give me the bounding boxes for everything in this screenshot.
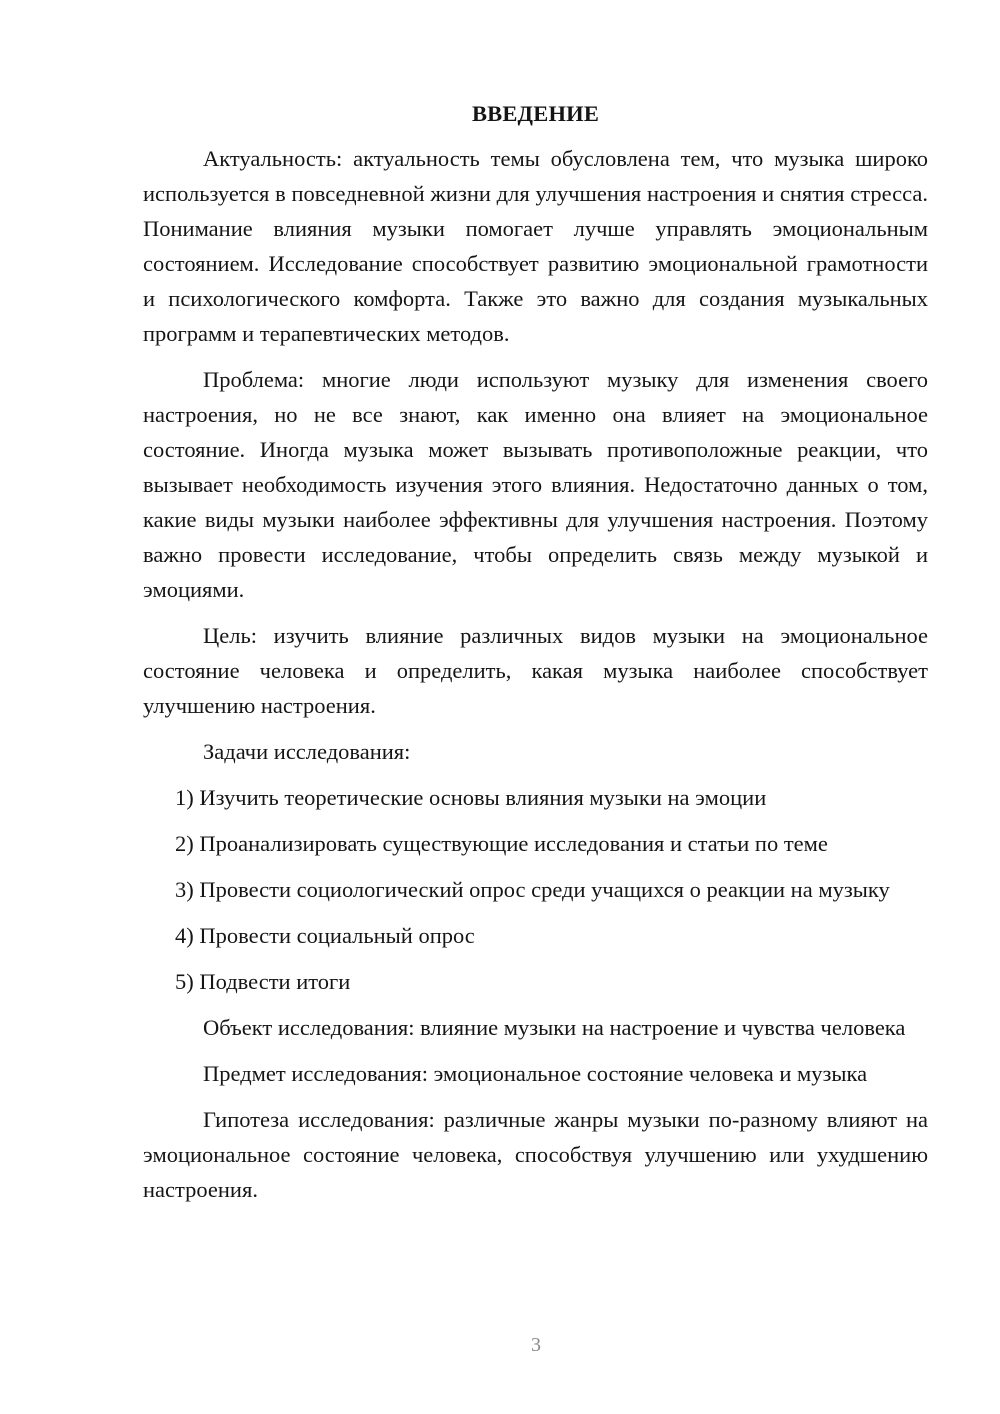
task-item-1: 1) Изучить теоретические основы влияния музыки на эмоции [175,785,767,810]
hypothesis-paragraph: Гипотеза исследования: различные жанры музыки по-разному влияют на эмоциональное состояние человека, способствуя улучшению или ухудшению настроения. [143,1107,928,1202]
goal-paragraph: Цель: изучить влияние различных видов музыки на эмоциональное состояние человека и определить, какая музыка наиболее способствует улучшению настроения. [143,623,928,718]
task-item-3: 3) Провести социологический опрос среди учащихся о реакции на музыку [175,877,890,902]
subject-paragraph: Предмет исследования: эмоциональное состояние человека и музыка [203,1061,868,1086]
page-number: 3 [531,1334,541,1356]
problem-paragraph: Проблема: многие люди используют музыку для изменения своего настроения, но не все знают, как именно она влияет на эмоциональное состояние. Иногда музыка может вызывать противоположные реакции, что вызывает необходимость изучения этого влияния. Недостаточно данных о том, какие виды музыки наиболее эффективны для улучшения настроения. Поэтому важно провести исследование, чтобы определить связь между музыкой и эмоциями. [143,367,928,602]
page-title: ВВЕДЕНИЕ [471,101,600,126]
document-page [143,96,928,1218]
task-item-4: 4) Провести социальный опрос [175,923,475,948]
object-paragraph: Объект исследования: влияние музыки на настроение и чувства человека [203,1015,906,1040]
relevance-paragraph: Актуальность: актуальность темы обусловлена тем, что музыка широко используется в повседневной жизни для улучшения настроения и снятия стресса. Понимание влияния музыки помогает лучше управлять эмоциональным состоянием. Исследование способствует развитию эмоциональной грамотности и психологического комфорта. Также это важно для создания музыкальных программ и терапевтических методов. [143,146,928,346]
tasks-title: Задачи исследования: [203,739,411,764]
task-item-5: 5) Подвести итоги [175,969,351,994]
task-item-2: 2) Проанализировать существующие исследования и статьи по теме [175,831,828,856]
